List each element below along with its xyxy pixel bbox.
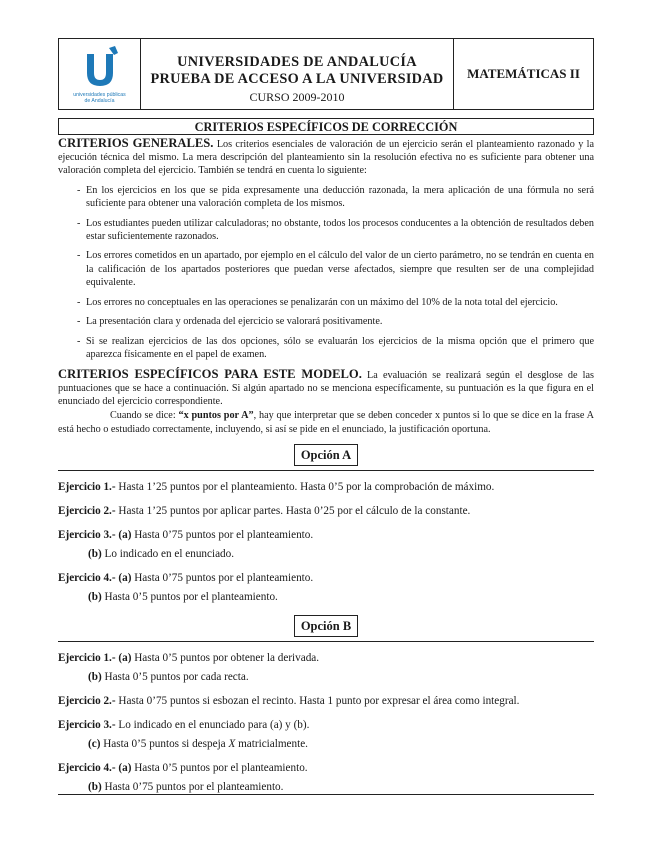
list-item: - Los errores no conceptuales en las operaciones se penalizarán con un máximo del 10% de la nota total del ejercicio. (77, 296, 558, 308)
option-b-exercise-3: Ejercicio 3.- Lo indicado en el enunciado para (a) y (b). (58, 718, 310, 731)
header-titles (141, 39, 453, 109)
option-a-exercise-3: Ejercicio 3.- (a) Hasta 0’75 puntos por el planteamiento. (58, 528, 314, 541)
option-a-heading: Opción A (294, 444, 358, 466)
logo-caption: universidades públicas de Andalucía (73, 92, 126, 104)
general-criteria-lead: CRITERIOS GENERALES. (58, 136, 214, 150)
list-item: - Los errores cometidos en un apartado, por ejemplo en el cálculo del valor de un cierto parámetro, no se tendrán en cuenta en la calificación de los apartados posteriores que puedan verse afectados, siempre que resulten ser de una complejidad equivalente. (77, 250, 594, 288)
option-b-heading: Opción B (294, 615, 358, 637)
exam-header (58, 38, 594, 110)
header-title-2: PRUEBA DE ACCESO A LA UNIVERSIDAD (150, 71, 444, 87)
option-a-exercise-3-b: (b) Lo indicado en el enunciado. (88, 547, 235, 560)
option-a-exercise-1: Ejercicio 1.- Hasta 1’25 puntos por el planteamiento. Hasta 0’5 por la comprobación de máximo. (58, 480, 495, 493)
option-a-exercise-4: Ejercicio 4.- (a) Hasta 0’75 puntos por el planteamiento. (58, 571, 314, 584)
general-criteria-list (58, 184, 594, 362)
criteria-heading: CRITERIOS ESPECÍFICOS DE CORRECCIÓN (58, 118, 594, 135)
header-title-1: UNIVERSIDADES DE ANDALUCÍA (177, 54, 417, 70)
document-page (58, 38, 594, 794)
specific-criteria-text: La evaluación se realizará según el desglose de las puntuaciones que se hace a continuación. Si algún apartado no se menciona específicamente, su puntuación es la que figura en el enunciado del ejercicio correspondiente. (58, 369, 595, 408)
option-b-exercise-1: Ejercicio 1.- (a) Hasta 0’5 puntos por obtener la derivada. (58, 651, 320, 664)
u-logo-icon (75, 46, 125, 90)
option-a-exercise-2: Ejercicio 2.- Hasta 1’25 puntos por aplicar partes. Hasta 0’25 por el cálculo de la constante. (58, 504, 471, 517)
list-item: - Los estudiantes pueden utilizar calculadoras; no obstante, todos los procesos conducentes a la obtención de resultados deben estar suficientemente razonados. (77, 217, 594, 242)
university-logo (59, 39, 141, 109)
header-curso: CURSO 2009-2010 (249, 90, 345, 104)
matrix-variable: X (228, 737, 236, 750)
divider (58, 470, 594, 471)
note-emphasis: “x puntos por A” (178, 410, 254, 422)
option-b-exercise-2: Ejercicio 2.- Hasta 0’75 puntos si esbozan el recinto. Hasta 1 punto por expresar el área como integral. (58, 694, 520, 707)
general-criteria-text: Los criterios esenciales de valoración de un ejercicio serán el planteamiento razonado y la ejecución técnica del mismo. La mera descripción del planteamiento sin la resolución efectiva no es suficiente para obtener una valoración completa del ejercicio. También se tendrá en cuenta lo siguiente: (58, 139, 595, 177)
option-a-exercise-4-b: (b) Hasta 0’5 puntos por el planteamiento. (88, 590, 278, 603)
specific-criteria-lead: CRITERIOS ESPECÍFICOS PARA ESTE MODELO. (58, 366, 362, 381)
list-item: - Si se realizan ejercicios de las dos opciones, sólo se evaluarán los ejercicios de la misma opción que el primero que aparezca físicamente en el papel de examen. (77, 335, 594, 361)
list-item: - En los ejercicios en los que se pida expresamente una deducción razonada, la mera aplicación de una fórmula no será suficiente para obtener una valoración completa de los mismos. (77, 184, 594, 209)
divider (58, 641, 594, 642)
interpretation-note: Cuando se dice: “x puntos por A”, hay que interpretar que se deben conceder x puntos si lo que se dice en la frase A está hecho o estudiado correctamente, incluyendo, si así se pide en el enunciado, la justificación oportuna. (58, 410, 594, 435)
option-b-exercise-4: Ejercicio 4.- (a) Hasta 0’5 puntos por el planteamiento. (58, 761, 308, 774)
general-criteria-paragraph (58, 137, 594, 178)
bottom-divider (58, 794, 594, 795)
subject-label: MATEMÁTICAS II (453, 39, 593, 109)
option-b-exercise-1-b: (b) Hasta 0’5 puntos por cada recta. (88, 670, 249, 683)
option-b-exercise-4-b: (b) Hasta 0’75 puntos por el planteamiento. (88, 780, 284, 793)
list-item: - La presentación clara y ordenada del ejercicio se valorará positivamente. (77, 316, 383, 328)
option-b-exercise-3-c: (c) Hasta 0’5 puntos si despeja X matricialmente. (88, 737, 308, 750)
specific-criteria-paragraph (58, 368, 594, 409)
